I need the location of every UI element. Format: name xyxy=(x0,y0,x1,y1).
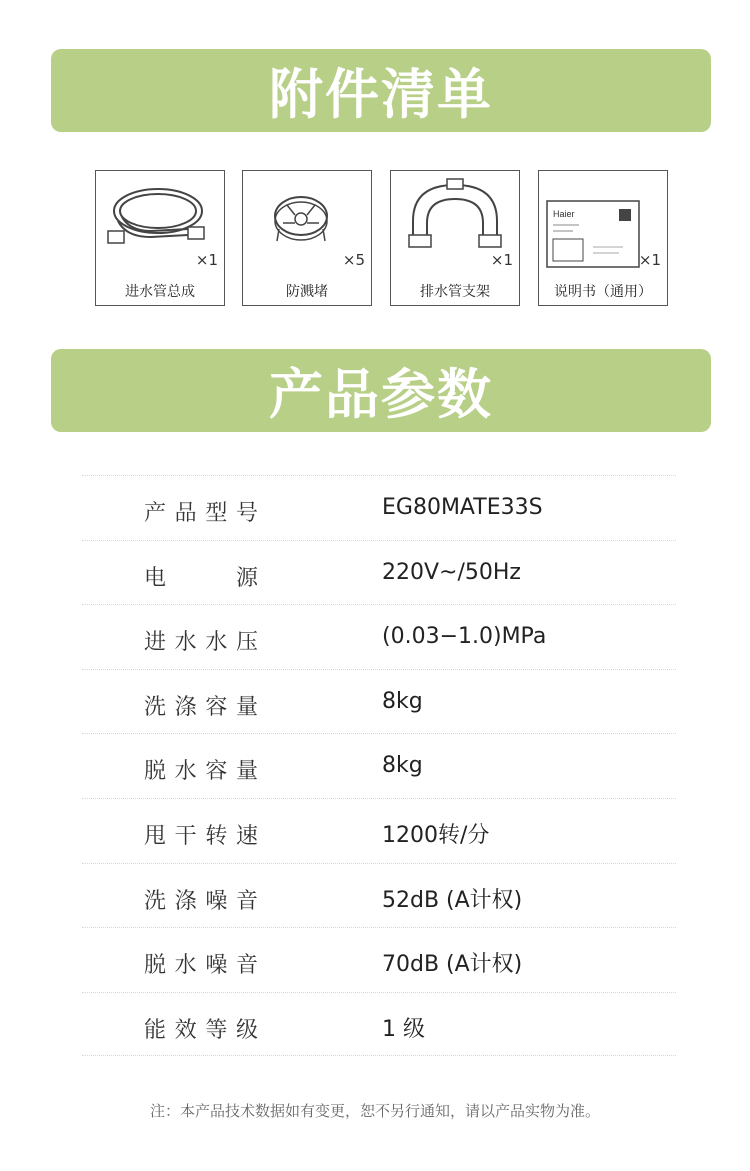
spec-row xyxy=(82,927,676,992)
spec-row xyxy=(82,863,676,928)
spec-value: (0.03−1.0)MPa xyxy=(382,624,547,650)
accessory-drain-bracket xyxy=(390,170,520,306)
accessory-label: 进水管总成 xyxy=(125,284,195,300)
spec-label: 甩干转速 xyxy=(144,823,258,849)
spec-value: 1200转/分 xyxy=(382,822,490,848)
accessory-qty: ×1 xyxy=(638,251,661,269)
accessory-label: 说明书（通用） xyxy=(554,284,652,300)
accessory-inlet-hose xyxy=(95,170,225,306)
spec-label: 洗涤噪音 xyxy=(144,888,258,914)
accessory-splash-plug xyxy=(242,170,372,306)
spec-row xyxy=(82,475,676,540)
spec-value: 8kg xyxy=(382,753,423,779)
accessory-label: 排水管支架 xyxy=(420,284,490,300)
accessory-qty: ×5 xyxy=(342,251,365,269)
spec-label: 脱水容量 xyxy=(144,759,258,785)
spec-row xyxy=(82,604,676,669)
spec-label: 产品型号 xyxy=(144,501,258,526)
manual-brand-text: Haier xyxy=(553,209,575,219)
spec-value: 1 级 xyxy=(382,1016,425,1042)
spec-label: 脱水噪音 xyxy=(144,953,258,979)
spec-label: 洗涤容量 xyxy=(144,694,258,720)
accessory-qty: ×1 xyxy=(195,251,218,269)
specs-table xyxy=(82,475,676,1056)
spec-row xyxy=(82,540,676,605)
accessory-manual xyxy=(538,170,668,306)
spec-value: 52dB (A计权) xyxy=(382,887,523,913)
footnote: 注：本产品技术数据如有变更，恕不另行通知，请以产品实物为准。 xyxy=(149,1102,600,1120)
accessory-label: 防溅堵 xyxy=(286,284,328,300)
spec-value: 70dB (A计权) xyxy=(382,952,523,978)
spec-label: 进水水压 xyxy=(144,630,258,656)
spec-value: EG80MATE33S xyxy=(382,495,543,520)
spec-row xyxy=(82,669,676,734)
spec-value: 8kg xyxy=(382,688,423,714)
spec-row xyxy=(82,733,676,798)
spec-row xyxy=(82,798,676,863)
spec-value: 220V~/50Hz xyxy=(382,559,521,585)
accessory-qty: ×1 xyxy=(490,251,513,269)
accessories-title: 附件清单 xyxy=(269,63,493,126)
specs-banner xyxy=(51,349,711,432)
accessories-banner xyxy=(51,49,711,132)
specs-title: 产品参数 xyxy=(269,363,493,426)
spec-label: 能效等级 xyxy=(144,1017,258,1043)
spec-row xyxy=(82,992,676,1057)
spec-label: 电源 xyxy=(144,565,258,591)
